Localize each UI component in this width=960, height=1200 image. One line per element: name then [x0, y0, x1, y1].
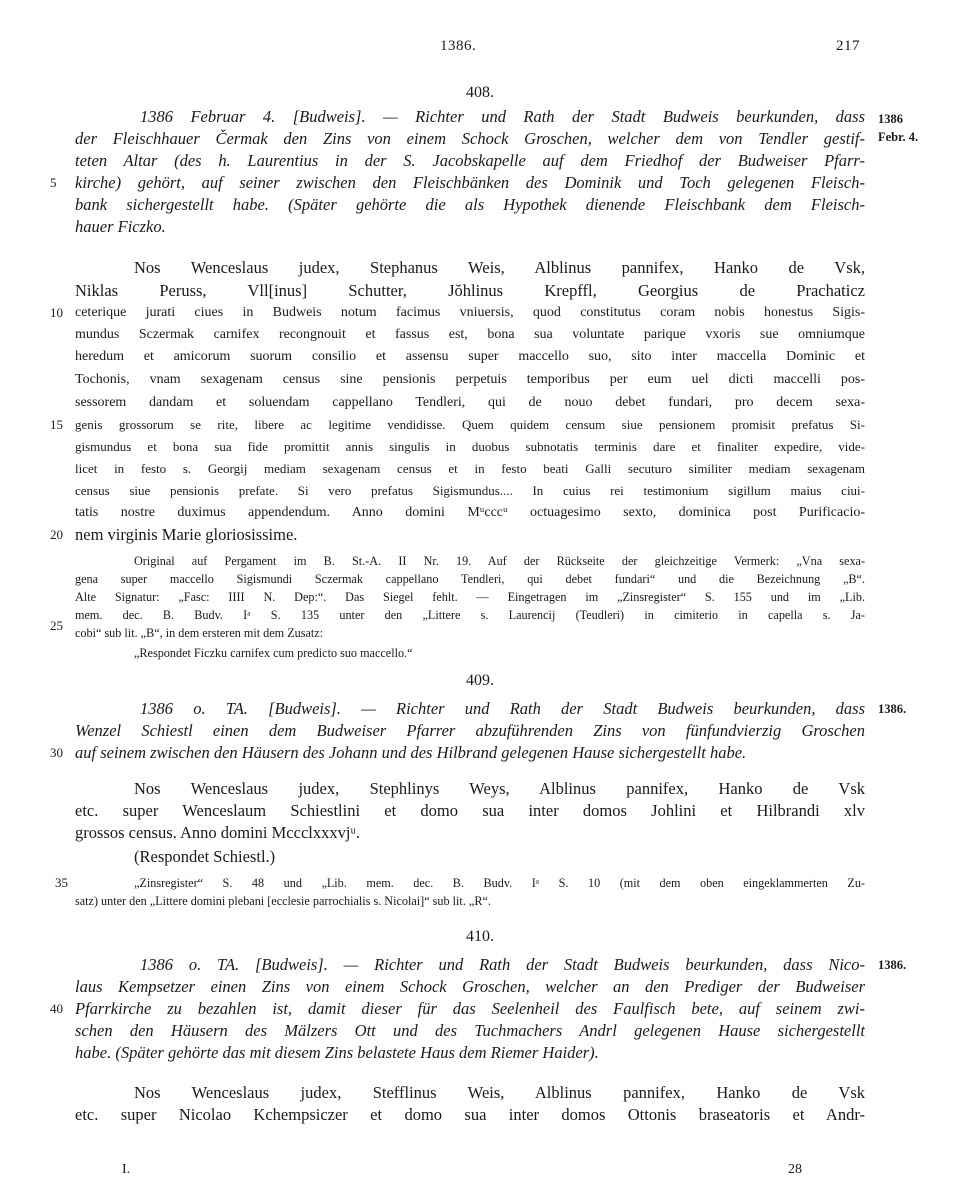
note-line: cobi“ sub lit. „B“, in dem ersteren mit dem Zusatz:	[75, 626, 324, 640]
regest-line: kirche) gehört, auf seiner zwischen den Fleischbänken des Dominik und Toch gelegenen Fleisch-	[75, 173, 865, 192]
text-line: genis grossorum se rite, libere ac legitime vendidisse. Quem quidem censum siue pensionem promisit prefatus Si-	[75, 417, 865, 432]
document-number: 409.	[466, 672, 494, 689]
text-line: (Respondet Schiestl.)	[134, 847, 276, 866]
line-number: 30	[50, 745, 63, 760]
regest-line: habe. (Später gehörte das mit diesem Zins belastete Haus dem Riemer Haider).	[75, 1043, 599, 1062]
regest-line: 1386 o. TA. [Budweis]. — Richter und Rath der Stadt Budweis beurkunden, dass Nico-	[140, 955, 865, 974]
text-line: ceterique jurati ciues in Budweis notum facimus vniuersis, quod constitutus coram nobis honestus Sigis-	[75, 305, 865, 320]
text-line: tatis nostre duximus appendendum. Anno domini Mᵘcccᵘ octuagesimo sexto, dominica post Purificacio-	[75, 505, 865, 520]
note-line: mem. dec. B. Budv. Iᵃ S. 135 unter den „Littere s. Laurencij (Teudleri) in cimiterio in capella s. Ja-	[75, 608, 865, 622]
note-line: satz) unter den „Littere domini plebani [ecclesie parrochialis s. Nicolai]“ sub lit. „R“.	[75, 894, 491, 908]
regest-line: Pfarrkirche zu bezahlen ist, damit dieser für das Seelenheil des Faulfisch bete, auf seinem zwi-	[75, 999, 865, 1018]
line-number: 25	[50, 618, 63, 633]
line-number: 20	[50, 527, 63, 542]
line-number: 35	[55, 875, 68, 890]
text-line: census siue pensionis prefate. Si vero prefatus Sigismundus.... In cuius rei testimonium sigillum maius ciui-	[75, 483, 865, 498]
regest-line: 1386 Februar 4. [Budweis]. — Richter und Rath der Stadt Budweis beurkunden, dass	[140, 107, 865, 126]
signature-mark: I.	[122, 1162, 131, 1177]
text-line: Nos Wenceslaus judex, Stephlinys Weys, Alblinus pannifex, Hanko de Vsk	[134, 779, 865, 798]
regest-line: bank sichergestellt habe. (Später gehörte die als Hypothek dienende Fleischbank dem Fleisch-	[75, 195, 865, 214]
page-number: 217	[836, 38, 860, 54]
text-line: Nos Wenceslaus judex, Stefflinus Weis, Alblinus pannifex, Hanko de Vsk	[134, 1083, 865, 1102]
line-number: 15	[50, 417, 63, 432]
regest-line: auf seinem zwischen den Häusern des Johann und des Hilbrand gelegenen Hause sichergestellt habe.	[75, 743, 747, 762]
note-line: gena super maccello Sigismundi Sczermak cappellano Tendleri, qui debet fundari“ und die Bezeichnung „B“.	[75, 572, 865, 586]
document-number: 408.	[466, 84, 494, 101]
text-line: Niklas Peruss, Vll[inus] Schutter, Jŏhlinus Krepffl, Georgius de Prachaticz	[75, 281, 865, 300]
note-line: „Zinsregister“ S. 48 und „Lib. mem. dec. B. Budv. Iᵃ S. 10 (mit dem oben eingeklammerten Zu-	[134, 876, 865, 890]
text-line: Nos Wenceslaus judex, Stephanus Weis, Alblinus pannifex, Hanko de Vsk,	[134, 258, 865, 277]
line-number: 10	[50, 305, 63, 320]
line-number: 40	[50, 1001, 63, 1016]
text-line: nem virginis Marie gloriosissime.	[75, 525, 298, 544]
margin-date: 1386.	[878, 702, 907, 716]
regest-line: hauer Ficzko.	[75, 217, 166, 236]
note-line: Alte Signatur: „Fasc: IIII N. Dep:“. Das Siegel fehlt. — Eingetragen im „Zinsregister“ S. 155 und im „Lib.	[75, 590, 865, 604]
text-line: heredum et amicorum suorum consilio et assensu super maccello suo, sito inter maccella Dominic et	[75, 349, 865, 364]
regest-line: schen den Häusern des Mälzers Ott und des Tuchmachers Andrl gelegenen Hause sichergestellt	[75, 1021, 865, 1040]
text-line: gismundus et bona sua fide promittit annis singulis in duobus subnotatis terminis dare et finaliter expedire, vide-	[75, 439, 865, 454]
text-line: etc. super Wenceslaum Schiestlini et domo sua inter domos Johlini et Hilbrandi xlv	[75, 801, 865, 820]
line-number: 5	[50, 175, 57, 190]
document-number: 410.	[466, 928, 494, 945]
text-line: Tochonis, vnam sexagenam census sine pensionis perpetuis temporibus per eum uel dicti maccelli pos-	[75, 372, 865, 387]
text-line: sessorem dandam et soluendam cappellano Tendleri, qui de nouo debet fundari, pro decem sexa-	[75, 395, 865, 410]
regest-line: teten Altar (des h. Laurentius in der S. Jacobskapelle auf dem Friedhof der Budweiser Pfarr-	[75, 151, 865, 170]
text-line: mundus Sczermak carnifex recongnouit et fassus est, bona sua voluntate parique vxoris sue omniumque	[75, 327, 865, 342]
margin-date: 1386 Febr. 4.	[878, 112, 919, 144]
text-line: etc. super Nicolao Kchempsiczer et domo sua inter domos Ottonis braseatoris et Andr-	[75, 1105, 865, 1124]
note-line: „Respondet Ficzku carnifex cum predicto suo maccello.“	[134, 646, 413, 660]
text-line: grossos census. Anno domini Mccclxxxvjᵘ.	[75, 823, 360, 842]
text-line: licet in festo s. Georgij mediam sexagenam census et in festo beati Galli secuturo similiter mediam sexagenam	[75, 461, 865, 476]
regest-line: Wenzel Schiestl einen dem Budweiser Pfarrer abzuführenden Zins von fünfundvierzig Groschen	[75, 721, 865, 740]
margin-date: 1386.	[878, 958, 907, 972]
note-line: Original auf Pergament im B. St.-A. II Nr. 19. Auf der Rückseite der gleichzeitige Vermerk: „Vna sexa-	[134, 554, 865, 568]
regest-line: 1386 o. TA. [Budweis]. — Richter und Rath der Stadt Budweis beurkunden, dass	[140, 699, 865, 718]
regest-line: der Fleischhauer Čermak den Zins von einem Schock Groschen, welcher dem von Tendler gestif-	[75, 129, 865, 148]
running-head-year: 1386.	[440, 38, 477, 54]
regest-line: laus Kempsetzer einen Zins von einem Schock Groschen, welcher an den Prediger der Budweiser	[75, 977, 865, 996]
sheet-number: 28	[788, 1162, 802, 1177]
